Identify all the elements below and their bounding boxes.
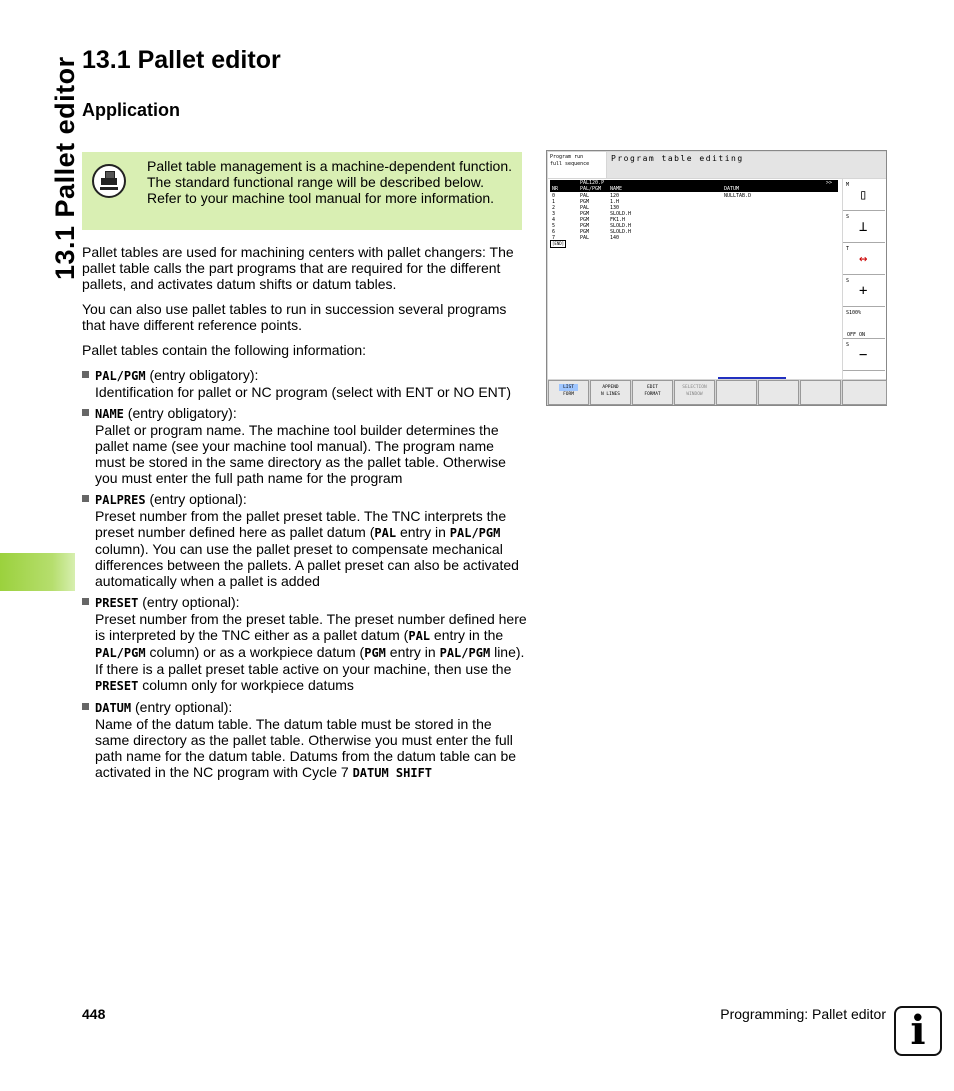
operating-mode xyxy=(548,152,606,178)
paragraph: You can also use pallet tables to run in succession several programs that have different reference points. xyxy=(82,301,507,333)
page-number: 448 xyxy=(82,1006,106,1022)
header-pal-pgm: PAL/PGM xyxy=(580,186,602,192)
note-text: Pallet table management is a machine-dependent function. The standard functional range will be described below. Refer to your machine tool manual for more information. xyxy=(147,158,513,206)
side-softkey-t[interactable]: T ↔ xyxy=(843,243,885,275)
table-row[interactable]: 2 PAL 130 xyxy=(552,205,620,211)
table-row[interactable]: 3 PGM SLOLD.H xyxy=(552,211,632,217)
machine-dependent-icon xyxy=(92,164,126,198)
header-name: NAME xyxy=(610,186,623,192)
list-item-name: NAME (entry obligatory): Pallet or program name. The machine tool builder determines the pallet name (see your machine tool manual). The program name must be stored in the same directory as the pallet table. Otherwise you must enter the full path name for the program xyxy=(82,405,527,486)
side-softkey-override[interactable]: S100% OFF ON xyxy=(843,307,885,339)
end-of-table-marker: [END] xyxy=(552,241,565,246)
table-row[interactable]: 7 PAL 140 xyxy=(552,235,620,241)
table-row[interactable]: 6 PGM SLOLD.H xyxy=(552,229,632,235)
softkey-empty-5[interactable] xyxy=(716,380,757,405)
mode-line-2: full sequence xyxy=(550,161,590,167)
softkey-list-form[interactable]: LIST FORM xyxy=(548,380,589,405)
list-item-palpres: PALPRES (entry optional): Preset number from the pallet preset table. The TNC interprets the preset number defined here as pallet datum (PAL entry in PAL/PGM column). You can use the pallet preset to compensate mechanical differences between the pallets. A pallet preset can also be activated automatically when a pallet is added xyxy=(82,491,527,589)
side-chapter-title xyxy=(20,40,80,280)
plus-icon: + xyxy=(859,283,868,299)
bottom-softkey-bar xyxy=(548,380,887,405)
side-chapter-title-text: 13.1 Pallet editor xyxy=(50,56,80,280)
paragraph: Pallet tables contain the following information: xyxy=(82,342,367,358)
more-columns: >> xyxy=(826,180,833,186)
machine-note-box xyxy=(82,152,522,230)
info-icon: i xyxy=(894,1006,942,1056)
softkey-empty-6[interactable] xyxy=(758,380,799,405)
softkey-empty-7[interactable] xyxy=(800,380,841,405)
page-title: 13.1 Pallet editor xyxy=(82,46,281,74)
list-item-pal-pgm: PAL/PGM (entry obligatory): Identification for pallet or NC program (select with ENT or NO ENT) xyxy=(82,367,527,400)
mode-line-1: Program run xyxy=(550,154,584,160)
table-header xyxy=(550,186,838,192)
tnc-screenshot xyxy=(546,150,887,406)
spindle-icon: ▯ xyxy=(859,187,868,203)
table-row[interactable]: 5 PGM SLOLD.H xyxy=(552,223,632,229)
file-name: PAL120.P xyxy=(580,180,605,186)
tool-icon: ⊥ xyxy=(859,219,868,235)
column-list xyxy=(82,367,527,781)
list-item-preset: PRESET (entry optional): Preset number from the preset table. The preset number defined here is interpreted by the TNC either as a pallet datum (PAL entry in the PAL/PGM column) or as a workpiece datum (PGM entry in PAL/PGM line). If there is a pallet preset table active on your machine, then use the PRESET column only for workpiece datums xyxy=(82,594,527,694)
table-row[interactable]: 4 PGM FK1.H xyxy=(552,217,626,223)
footer-chapter-label: Programming: Pallet editor xyxy=(720,1006,886,1022)
softkey-empty-8[interactable] xyxy=(842,380,887,405)
side-softkey-s1[interactable]: S ⊥ xyxy=(843,211,885,243)
side-softkey-s3[interactable]: S − xyxy=(843,339,885,371)
softkey-append-lines[interactable]: APPEND N LINES xyxy=(590,380,631,405)
tool-change-icon: ↔ xyxy=(859,251,868,267)
body-text xyxy=(82,244,527,786)
paragraph: Pallet tables are used for machining centers with pallet changers: The pallet table calls the part programs that are required for the different pallets, and activates datum shifts or datum tables. xyxy=(82,244,514,292)
pallet-table xyxy=(548,179,842,379)
scroll-indicator xyxy=(718,377,786,379)
side-softkey-bar xyxy=(843,179,886,379)
side-softkey-s2[interactable]: S + xyxy=(843,275,885,307)
list-item-datum: DATUM (entry optional): Name of the datum table. The datum table must be stored in the same directory as the pallet table. Otherwise you must enter the full path name for the datum table. Datums from the datum table can be activated in the NC program with Cycle 7 DATUM SHIFT xyxy=(82,699,527,781)
softkey-selection-window[interactable]: SELECTION WINDOW xyxy=(674,380,715,405)
header-datum: DATUM xyxy=(724,186,740,192)
minus-icon: − xyxy=(859,347,868,363)
chapter-tab-marker xyxy=(0,553,75,591)
section-title: Application xyxy=(82,100,180,120)
softkey-edit-format[interactable]: EDIT FORMAT xyxy=(632,380,673,405)
screen-title: Program table editing xyxy=(607,152,886,178)
table-row[interactable]: 1 PGM 1.H xyxy=(552,199,620,205)
off-on-toggle: OFF ON xyxy=(847,332,866,338)
table-row[interactable]: 0 PAL 120 NULLTAB.D xyxy=(552,193,752,199)
header-nr: NR xyxy=(552,186,559,192)
side-softkey-m[interactable]: M ▯ xyxy=(843,179,885,211)
